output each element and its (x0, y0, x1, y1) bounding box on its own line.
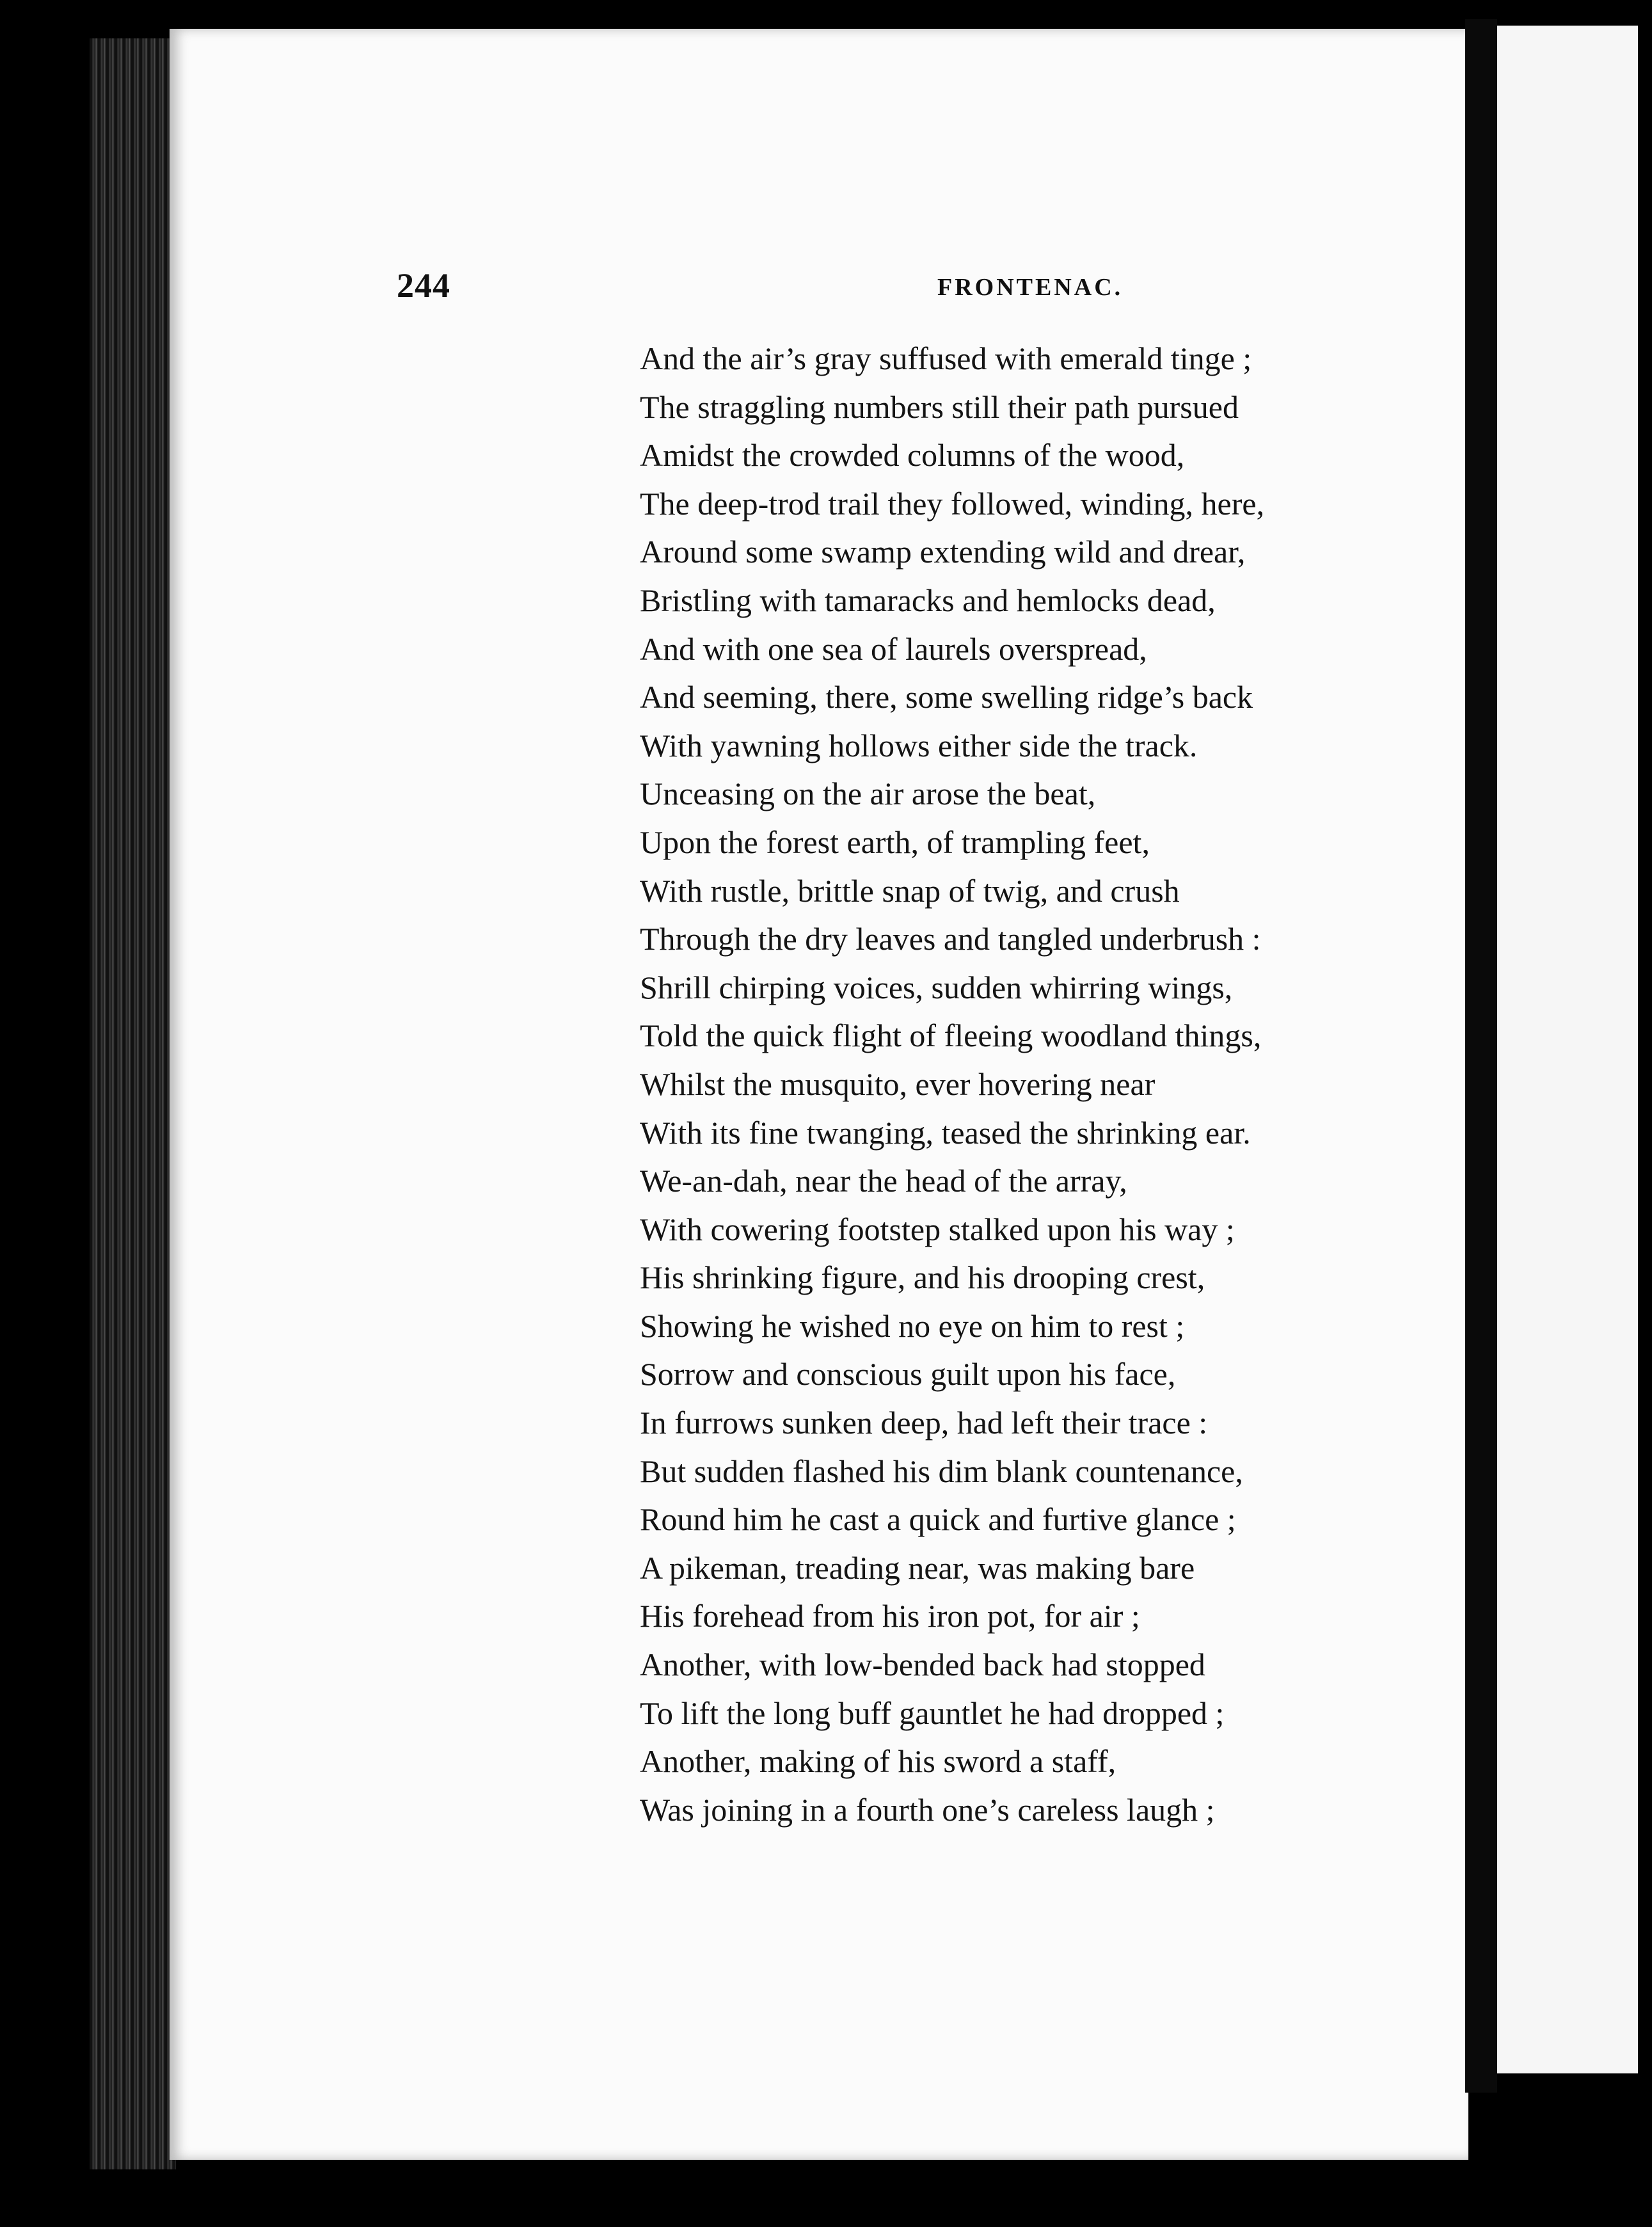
poem-line: Amidst the crowded columns of the wood, (640, 437, 1185, 474)
poem-line: We-an-dah, near the head of the array, (640, 1163, 1127, 1199)
book-page (170, 29, 1468, 2160)
poem-line: Shrill chirping voices, sudden whirring wings, (640, 969, 1233, 1005)
poem-line: And with one sea of laurels overspread, (640, 630, 1147, 667)
poem-line: Around some swamp extending wild and drear, (640, 534, 1246, 570)
poem-line: Another, with low-bended back had stopped (640, 1647, 1205, 1683)
poem-line: And seeming, there, some swelling ridge’s back (640, 679, 1253, 715)
gutter-fold (1465, 19, 1497, 2093)
poem-text (640, 335, 1446, 1834)
poem-line: With its fine twanging, teased the shrinking ear. (640, 1114, 1251, 1151)
poem-line: Round him he cast a quick and furtive glance ; (640, 1501, 1236, 1538)
poem-line: Was joining in a fourth one’s careless laugh ; (640, 1791, 1215, 1828)
poem-line: And the air’s gray suffused with emerald tinge ; (640, 340, 1252, 376)
poem-line: Whilst the musquito, ever hovering near (640, 1066, 1156, 1102)
poem-line: Sorrow and conscious guilt upon his face, (640, 1356, 1176, 1393)
book-page-edges (90, 38, 176, 2169)
running-title: FRONTENAC. (937, 274, 1124, 301)
running-head (170, 266, 1468, 310)
poem-line: In furrows sunken deep, had left their trace : (640, 1405, 1208, 1441)
poem-line: The straggling numbers still their path pursued (640, 388, 1239, 425)
poem-line: To lift the long buff gauntlet he had dropped ; (640, 1695, 1225, 1731)
poem-line: Upon the forest earth, of trampling feet, (640, 824, 1150, 860)
poem-line: His forehead from his iron pot, for air ; (640, 1598, 1140, 1634)
poem-line: With cowering footstep stalked upon his way ; (640, 1211, 1235, 1247)
poem-line: A pikeman, treading near, was making bare (640, 1549, 1195, 1586)
poem-line: Unceasing on the air arose the beat, (640, 776, 1096, 812)
poem-line: With rustle, brittle snap of twig, and crush (640, 872, 1180, 909)
facing-page (1497, 26, 1638, 2073)
poem-line: Through the dry leaves and tangled underbrush : (640, 921, 1261, 957)
page-number: 244 (397, 266, 450, 305)
poem-line: With yawning hollows either side the track. (640, 727, 1198, 763)
poem-line: But sudden flashed his dim blank countenance, (640, 1453, 1243, 1489)
poem-line: His shrinking figure, and his drooping crest, (640, 1259, 1205, 1296)
poem-line: The deep-trod trail they followed, winding, here, (640, 485, 1265, 522)
poem-line: Bristling with tamaracks and hemlocks dead, (640, 582, 1216, 618)
poem-line: Another, making of his sword a staff, (640, 1743, 1116, 1780)
poem-line: Told the quick flight of fleeing woodland things, (640, 1018, 1262, 1054)
poem-line: Showing he wished no eye on him to rest ; (640, 1307, 1185, 1344)
